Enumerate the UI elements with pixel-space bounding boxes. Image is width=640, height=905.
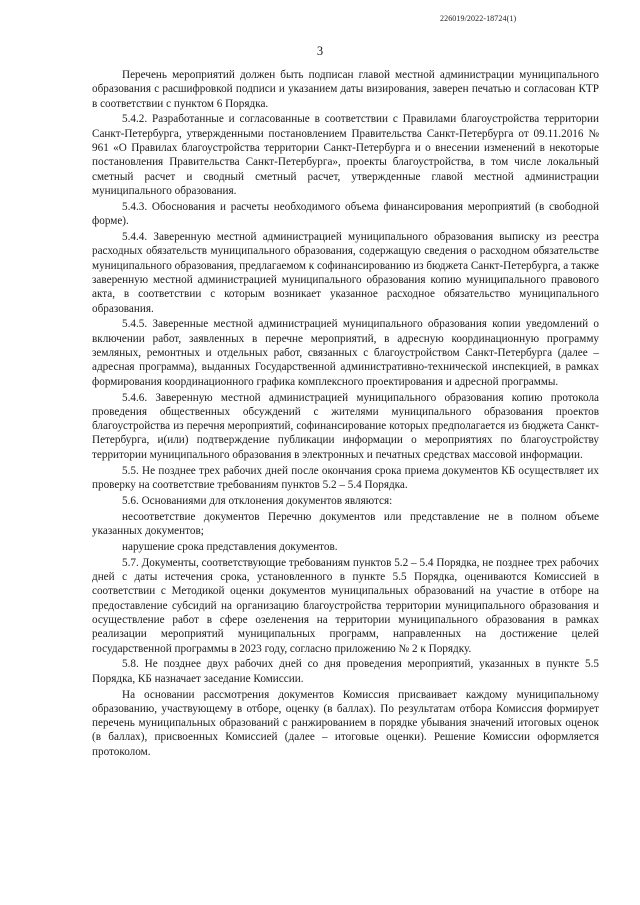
document-body — [92, 68, 599, 761]
paragraph-5-8: 5.8. Не позднее двух рабочих дней со дня проведения мероприятий, указанных в пункте 5.5 Порядка, КБ назначает заседание Комиссии. — [92, 658, 599, 685]
paragraph-5-5: 5.5. Не позднее трех рабочих дней после окончания срока приема документов КБ осуществляет их проверку на соответствие требованиям пунктов 5.2 – 5.4 Порядка. — [92, 464, 599, 491]
page-number: 3 — [316, 44, 324, 58]
paragraph-5-4-3: 5.4.3. Обоснования и расчеты необходимого объема финансирования мероприятий (в свободной форме). — [92, 200, 599, 228]
paragraph-list-signing: Перечень мероприятий должен быть подписан главой местной администрации муниципального образования с расшифровкой подписи и указанием даты визирования, заверен печатью и согласован КТР в соответствии с пунктом 6 Порядка. — [92, 69, 599, 110]
paragraph-5-7: 5.7. Документы, соответствующие требованиям пунктов 5.2 – 5.4 Порядка, не позднее трех рабочих дней с даты истечения срока, установленного в пункте 5.5 Порядка, оцениваются Комиссией в соответствии с Методикой оценки документов муниципальных образований на участие в отборе на предоставление субсидий на организацию благоустройства территории муниципального образования и осуществление работ в сфере озеленения на территории муниципального образования в рамках реализации мероприятий муниципальных программ, направленных на достижение целей государственной программы в 2023 году, согласно приложению № 2 к Порядку. — [92, 556, 599, 655]
paragraph-5-4-6: 5.4.6. Заверенную местной администрацией муниципального образования копию протокола проведения общественных обсуждений с жителями муниципального образования проектов благоустройства из перечня мероприятий, софинансирование которых предполагается из бюджета Санкт-Петербурга, и(или) подтверждение публикации информации о мероприятиях по благоустройству территории муниципального образования в электронных и печатных средствах массовой информации. — [92, 391, 599, 461]
paragraph-5-6: 5.6. Основаниями для отклонения документов являются: — [122, 494, 393, 507]
document-registration-number: 226019/2022-18724(1) — [440, 14, 517, 23]
paragraph-rejection-reason-2: нарушение срока представления документов. — [122, 540, 338, 553]
paragraph-commission-decision: На основании рассмотрения документов Комиссия присваивает каждому муниципальному образованию, участвующему в отборе, оценку (в баллах). По результатам отбора Комиссия формирует перечень муниципальных образований с ранжированием в порядке убывания значений итоговых оценок (в баллах), присвоенных Комиссией (далее – итоговые оценки). Решение Комиссии оформляется протоколом. — [92, 688, 599, 758]
paragraph-5-4-5: 5.4.5. Заверенные местной администрацией муниципального образования копии уведомлений о включении работ, заявленных в перечне мероприятий, в адресную координационную программу земляных, ремонтных и отдельных работ, связанных с благоустройством Санкт-Петербурга (далее – адресная программа), выданных Государственной административно-технической инспекцией, в рамках формирования координационного графика комплексного проектирования и адресной программы. — [92, 318, 599, 388]
paragraph-5-4-4: 5.4.4. Заверенную местной администрацией муниципального образования выписку из реестра расходных обязательств муниципального образования, содержащую сведения о расходном обязательстве муниципального образования, предлагаемом к софинансированию из бюджета Санкт-Петербурга, а также заверенную местной администрацией муниципального образования копию муниципального правового акта, в соответствии с которым возникает указанное расходное обязательство муниципального образования. — [92, 231, 599, 315]
paragraph-5-4-2: 5.4.2. Разработанные и согласованные в соответствии с Правилами благоустройства территории Санкт-Петербурга, утвержденными постановлением Правительства Санкт-Петербурга от 09.11.2016 № 961 «О Правилах благоустройства территории Санкт-Петербурга и о внесении изменений в некоторые постановления Правительства Санкт-Петербурга», проекты благоустройства, в том числе локальный сметный расчет и сводный сметный расчет, утвержденные главой местной администрации муниципального образования. — [92, 113, 599, 197]
paragraph-rejection-reason-1: несоответствие документов Перечню документов или представление не в полном объеме указанных документов; — [92, 510, 599, 537]
